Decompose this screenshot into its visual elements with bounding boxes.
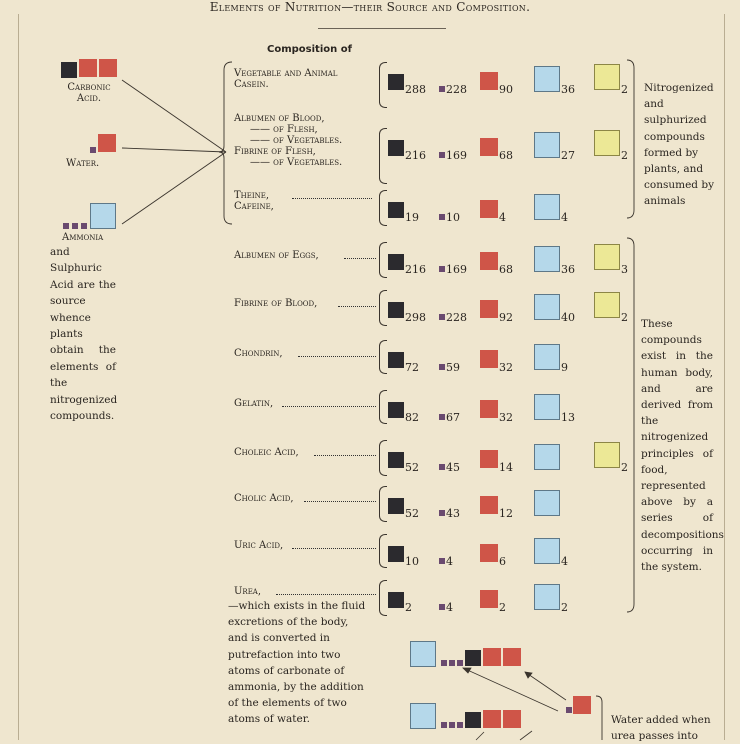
composition-header: Composition of — [267, 44, 352, 55]
oxygen-count: 14 — [499, 461, 513, 474]
hydrogen-square — [90, 147, 96, 153]
carbon-square — [388, 302, 404, 318]
carbon-square — [388, 402, 404, 418]
oxygen-count: 68 — [499, 149, 513, 162]
oxygen-square — [503, 648, 521, 666]
hydrogen-square — [566, 707, 572, 713]
carbon-count: 10 — [405, 555, 419, 568]
hydrogen-square — [441, 660, 447, 666]
compound-label — [234, 348, 283, 359]
dotted-leader — [344, 258, 376, 259]
nitrogen-count: 4 — [561, 555, 568, 568]
oxygen-square — [480, 496, 498, 514]
oxygen-square — [573, 696, 591, 714]
carbonic-acid-text: Carbonic Acid. — [67, 82, 111, 104]
nitrogen-square — [410, 641, 436, 667]
carbon-square — [388, 140, 404, 156]
water-added-note: Water added when urea passes into — [611, 714, 711, 743]
sulphur-square — [594, 130, 620, 156]
row-brace — [379, 242, 387, 278]
ammonia-label: Ammonia — [62, 232, 104, 243]
compound-label — [234, 68, 337, 90]
oxygen-square — [79, 59, 97, 77]
nitrogen-square — [534, 294, 560, 320]
hydrogen-square — [441, 722, 447, 728]
carbon-square — [388, 452, 404, 468]
dotted-leader — [314, 455, 376, 456]
oxygen-square — [480, 400, 498, 418]
carbon-count: 82 — [405, 411, 419, 424]
compound-label-line: Gelatin, — [234, 398, 274, 409]
row-brace — [379, 128, 387, 184]
row-brace — [379, 580, 387, 616]
oxygen-count: 92 — [499, 311, 513, 324]
hydrogen-square — [449, 660, 455, 666]
nitrogen-count: 27 — [561, 149, 575, 162]
hydrogen-square — [439, 464, 445, 470]
oxygen-square — [480, 450, 498, 468]
oxygen-square — [98, 134, 116, 152]
nitrogen-count: 36 — [561, 83, 575, 96]
nitrogen-square — [534, 394, 560, 420]
compound-label-line: Chondrin, — [234, 348, 283, 359]
oxygen-square — [480, 72, 498, 90]
compound-label — [234, 298, 317, 309]
oxygen-count: 6 — [499, 555, 506, 568]
carbon-square — [388, 74, 404, 90]
compound-label-line: Cholic Acid, — [234, 493, 294, 504]
carbon-square — [388, 202, 404, 218]
compound-label — [234, 250, 319, 261]
carbon-square — [61, 62, 77, 78]
nitrogen-square — [534, 444, 560, 470]
nitrogen-square — [534, 194, 560, 220]
carbon-count: 216 — [405, 263, 426, 276]
oxygen-square — [480, 350, 498, 368]
water-label: Water. — [66, 158, 100, 169]
oxygen-square — [480, 252, 498, 270]
carbon-square — [388, 254, 404, 270]
compound-label-line: Albumen of Blood, — [234, 113, 325, 124]
oxygen-count: 32 — [499, 361, 513, 374]
compound-label-line: —— of Vegetables. — [250, 135, 343, 146]
ammonia-description: and Sulphuric Acid are the source whence plants obtain the elements of the nitrogenized compounds. — [50, 246, 118, 423]
oxygen-square — [483, 710, 501, 728]
carbon-count: 298 — [405, 311, 426, 324]
oxygen-square — [503, 710, 521, 728]
hydrogen-count: 4 — [446, 601, 453, 614]
hydrogen-count: 169 — [446, 263, 467, 276]
compound-label — [234, 447, 299, 458]
sulphur-count: 2 — [621, 461, 628, 474]
hydrogen-count: 228 — [446, 311, 467, 324]
hydrogen-count: 43 — [446, 507, 460, 520]
oxygen-square — [480, 138, 498, 156]
hydrogen-square — [439, 604, 445, 610]
carbon-count: 216 — [405, 149, 426, 162]
animals-note: These compounds exist in the human body, and are derived from the nitrogenized principles of food, represented above by a series of decompositions occurring in the system. — [641, 318, 724, 574]
hydrogen-square — [449, 722, 455, 728]
hydrogen-square — [81, 223, 87, 229]
row-brace — [379, 534, 387, 568]
sulphur-count: 2 — [621, 83, 628, 96]
nitrogen-square — [534, 132, 560, 158]
hydrogen-square — [439, 510, 445, 516]
nitrogen-count: 40 — [561, 311, 575, 324]
row-brace — [379, 390, 387, 424]
carbonic-acid-label — [62, 82, 116, 104]
compound-label — [234, 190, 274, 212]
carbon-count: 2 — [405, 601, 412, 614]
hydrogen-count: 4 — [446, 555, 453, 568]
nitrogen-count: 13 — [561, 411, 575, 424]
row-brace — [379, 190, 387, 226]
sulphur-square — [594, 442, 620, 468]
nitrogen-square — [534, 344, 560, 370]
hydrogen-square — [439, 414, 445, 420]
sulphur-square — [594, 244, 620, 270]
compound-label-line: —— of Vegetables. — [250, 157, 343, 168]
hydrogen-square — [439, 86, 445, 92]
nitrogen-square — [534, 490, 560, 516]
compound-label-line: Vegetable and Animal — [234, 68, 338, 79]
row-brace — [379, 290, 387, 326]
oxygen-square — [480, 200, 498, 218]
carbon-square — [465, 712, 481, 728]
carbon-square — [388, 498, 404, 514]
hydrogen-count: 10 — [446, 211, 460, 224]
oxygen-square — [99, 59, 117, 77]
hydrogen-square — [439, 266, 445, 272]
dotted-leader — [292, 548, 376, 549]
dotted-leader — [282, 406, 376, 407]
oxygen-count: 2 — [499, 601, 506, 614]
compound-label-line: Fibrine of Blood, — [234, 298, 318, 309]
dotted-leader — [304, 501, 376, 502]
row-brace — [379, 440, 387, 476]
hydrogen-square — [439, 152, 445, 158]
sulphur-count: 2 — [621, 149, 628, 162]
oxygen-count: 32 — [499, 411, 513, 424]
compound-label-line: —— of Flesh, — [250, 124, 318, 135]
oxygen-square — [483, 648, 501, 666]
oxygen-square — [480, 590, 498, 608]
hydrogen-square — [439, 314, 445, 320]
hydrogen-count: 59 — [446, 361, 460, 374]
compound-label — [234, 493, 294, 504]
oxygen-square — [480, 544, 498, 562]
dotted-leader — [338, 306, 376, 307]
oxygen-count: 68 — [499, 263, 513, 276]
hydrogen-count: 169 — [446, 149, 467, 162]
compound-label-line: Uric Acid, — [234, 540, 284, 551]
hydrogen-square — [457, 722, 463, 728]
dotted-leader — [292, 198, 372, 199]
row-brace — [379, 340, 387, 374]
nitrogen-square — [410, 703, 436, 729]
nitrogen-count: 4 — [561, 211, 568, 224]
compound-label — [234, 398, 273, 409]
compound-label — [234, 540, 283, 551]
hydrogen-count: 67 — [446, 411, 460, 424]
row-brace — [379, 62, 387, 108]
oxygen-square — [480, 300, 498, 318]
hydrogen-count: 228 — [446, 83, 467, 96]
compound-label — [234, 113, 342, 168]
hydrogen-square — [63, 223, 69, 229]
sulphur-count: 2 — [621, 311, 628, 324]
plants-note: Nitrogenized and sulphurized compounds formed by plants, and consumed by animals — [644, 82, 714, 208]
carbon-count: 52 — [405, 507, 419, 520]
dotted-leader — [276, 594, 376, 595]
oxygen-count: 12 — [499, 507, 513, 520]
oxygen-count: 90 — [499, 83, 513, 96]
compound-label-line: Albumen of Eggs, — [234, 250, 319, 261]
hydrogen-square — [457, 660, 463, 666]
hydrogen-square — [72, 223, 78, 229]
oxygen-count: 4 — [499, 211, 506, 224]
nitrogen-count: 36 — [561, 263, 575, 276]
carbon-square — [388, 592, 404, 608]
dotted-leader — [298, 356, 376, 357]
compound-label-line: Theine, — [234, 190, 270, 201]
row-brace — [379, 486, 387, 522]
compound-label-line: Cafeine, — [234, 201, 274, 212]
hydrogen-count: 45 — [446, 461, 460, 474]
compound-label-line: Choleic Acid, — [234, 447, 299, 458]
carbon-count: 288 — [405, 83, 426, 96]
carbon-count: 72 — [405, 361, 419, 374]
carbon-count: 52 — [405, 461, 419, 474]
nitrogen-square — [534, 246, 560, 272]
carbon-square — [388, 546, 404, 562]
page-title: Elements of Nutrition—their Source and Composition. — [209, 0, 531, 14]
nitrogen-square — [534, 538, 560, 564]
compound-label — [234, 586, 261, 597]
hydrogen-square — [439, 364, 445, 370]
nitrogen-square — [90, 203, 116, 229]
nitrogen-square — [534, 584, 560, 610]
nitrogen-count: 2 — [561, 601, 568, 614]
hydrogen-square — [439, 558, 445, 564]
nitrogen-square — [534, 66, 560, 92]
hydrogen-square — [439, 214, 445, 220]
carbon-count: 19 — [405, 211, 419, 224]
sulphur-count: 3 — [621, 263, 628, 276]
urea-description: —which exists in the fluid excretions of the body, and is converted in putrefaction into two atoms of carbonate of ammonia, by the addition of the elements of two atoms of water. — [228, 600, 366, 726]
compound-label-line: Fibrine of Flesh, — [234, 146, 316, 157]
nitrogen-count: 9 — [561, 361, 568, 374]
carbon-square — [388, 352, 404, 368]
compound-label-line: Casein. — [234, 79, 269, 90]
sulphur-square — [594, 292, 620, 318]
sulphur-square — [594, 64, 620, 90]
carbon-square — [465, 650, 481, 666]
compound-label-line: Urea, — [234, 586, 262, 597]
